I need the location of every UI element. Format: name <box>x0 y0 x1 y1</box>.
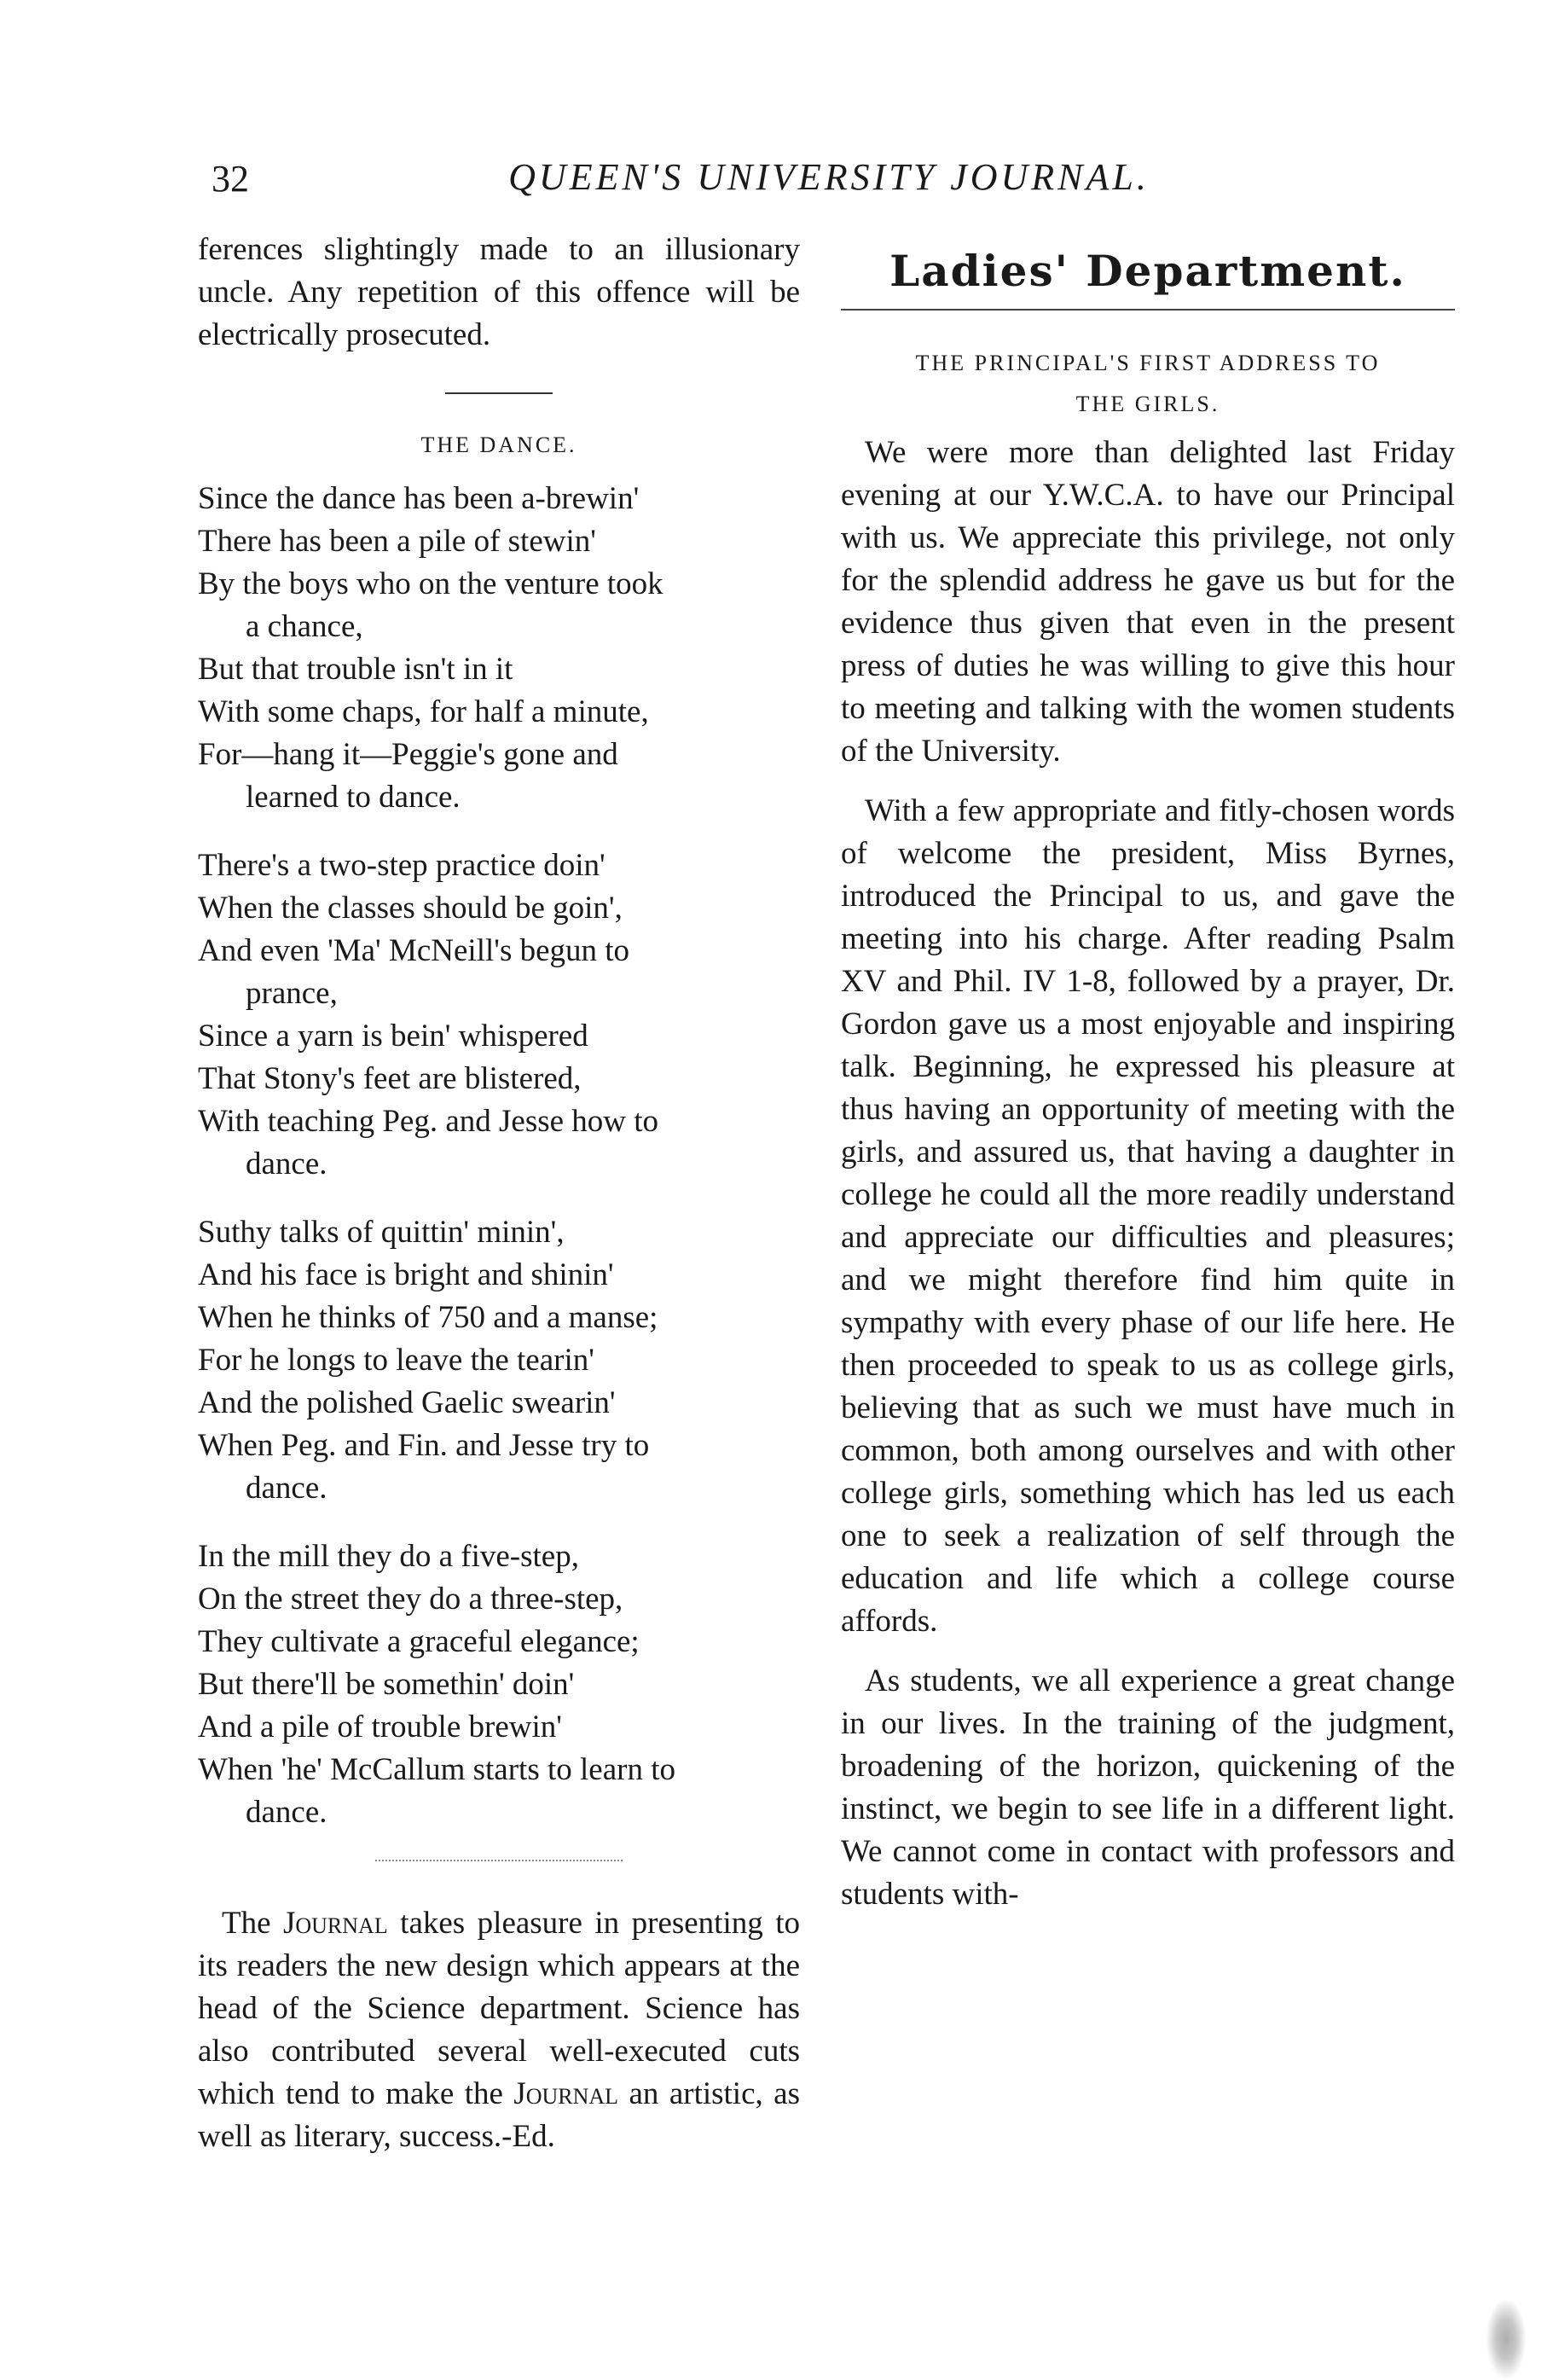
poem-line: Suthy talks of quittin' minin', <box>198 1215 565 1250</box>
poem-line: When 'he' McCallum starts to learn to <box>198 1752 675 1787</box>
paragraph-gap <box>841 1643 1455 1660</box>
editor-note-text: The <box>222 1906 283 1941</box>
right-column <box>841 229 1455 1916</box>
running-head <box>198 150 1460 201</box>
poem-line: dance. <box>246 1146 327 1181</box>
department-title: Ladies' Department. <box>889 246 1406 296</box>
paragraph-gap <box>841 773 1455 790</box>
editor-note <box>198 1902 800 2158</box>
poem-stanza <box>198 845 800 1186</box>
poem-line: a chance, <box>246 609 363 644</box>
poem-line: dance. <box>246 1471 327 1506</box>
poem-line: By the boys who on the venture took <box>198 566 663 601</box>
poem-line: When the classes should be goin', <box>198 891 623 926</box>
poem-line: learned to dance. <box>246 780 461 815</box>
article-paragraph: We were more than delighted last Friday evening at our Y.W.C.A. to have our Principal with us. We appreciate this privilege, not only for the splendid address he gave us but for the evidence thus given that even in the present press of duties he was willing to give this hour to meeting and talking with the women students of the University. <box>841 435 1455 769</box>
poem-line: prance, <box>246 976 338 1011</box>
poem-line: They cultivate a graceful elegance; <box>198 1624 640 1659</box>
page-number: 32 <box>211 158 249 200</box>
poem-title: THE DANCE. <box>420 432 577 457</box>
poem-line: That Stony's feet are blistered, <box>198 1061 582 1096</box>
poem-line: And the polished Gaelic swearin' <box>198 1385 616 1420</box>
article-heading <box>841 343 1455 425</box>
poem-line: With teaching Peg. and Jesse how to <box>198 1104 659 1139</box>
poem-line: And even 'Ma' McNeill's begun to <box>198 933 630 968</box>
article-paragraph: With a few appropriate and fitly-chosen words of welcome the president, Miss Byrnes, introduced the Principal to us, and gave the meeting into his charge. After reading Psalm XV and Phil. IV 1-8, followed by a prayer, Dr. Gordon gave us a most enjoyable and inspiring talk. Beginning, he expressed his pleasure at thus having an opportunity of meeting with the girls, and assured us, that having a daughter in college he could all the more readily understand and appreciate our difficulties and pleasures; and we might therefore find him quite in sympathy with every phase of our life here. He then proceeded to speak to us as college girls, believing that as such we must have much in common, both among ourselves and with other college girls, something which has led us each one to seek a realization of self through the education and life which a college course affords. <box>841 793 1455 1639</box>
poem-stanza <box>198 478 800 819</box>
poem-stanza <box>198 1211 800 1510</box>
poem-line: With some chaps, for half a minute, <box>198 694 649 729</box>
poem-line: And his face is bright and shinin' <box>198 1257 614 1292</box>
article-heading-line: THE PRINCIPAL'S FIRST ADDRESS TO <box>915 351 1381 375</box>
journal-title: QUEEN'S UNIVERSITY JOURNAL. <box>508 156 1150 198</box>
editor-note-text: an artistic, as well as literary, success.-Ed. <box>198 2076 800 2154</box>
ornamental-divider <box>375 1860 623 1861</box>
continued-paragraph: ferences slightingly made to an illusionary uncle. Any repetition of this offence will be electrically prosecuted. <box>198 232 800 352</box>
editor-note-text: takes pleasure in presenting to its readers the new design which appears at the head of the Science department. Science has also contributed several well-executed cuts which tend to make the <box>198 1906 800 2111</box>
journal-name: Journal <box>282 1906 388 1941</box>
poem-line: For—hang it—Peggie's gone and <box>198 737 618 772</box>
poem-line: dance. <box>246 1795 327 1830</box>
article-paragraph: As students, we all experience a great change in our lives. In the training of the judgment, broadening of the horizon, quickening of the instinct, we begin to see life in a different light. We cannot come in contact with professors and students with- <box>841 1663 1455 1912</box>
article-heading-line: THE GIRLS. <box>1075 392 1220 416</box>
left-column <box>198 229 800 2158</box>
poem-line: For he longs to leave the tearin' <box>198 1343 594 1378</box>
scan-smudge <box>1486 2298 1527 2380</box>
poem-line: There's a two-step practice doin' <box>198 848 605 883</box>
section-divider <box>445 392 553 394</box>
poem-line: When Peg. and Fin. and Jesse try to <box>198 1428 650 1463</box>
poem-line: But that trouble isn't in it <box>198 652 513 687</box>
poem-line: And a pile of trouble brewin' <box>198 1710 562 1744</box>
poem-line: In the mill they do a five-step, <box>198 1539 579 1574</box>
department-rule <box>841 309 1455 311</box>
poem-the-dance <box>198 478 800 1834</box>
poem-line: Since a yarn is bein' whispered <box>198 1019 588 1054</box>
poem-line: But there'll be somethin' doin' <box>198 1667 575 1702</box>
poem-stanza <box>198 1535 800 1834</box>
poem-line: Since the dance has been a-brewin' <box>198 481 640 516</box>
journal-name: Journal <box>513 2076 619 2111</box>
poem-line: There has been a pile of stewin' <box>198 524 596 559</box>
poem-line: When he thinks of 750 and a manse; <box>198 1300 658 1335</box>
poem-line: On the street they do a three-step, <box>198 1582 623 1617</box>
